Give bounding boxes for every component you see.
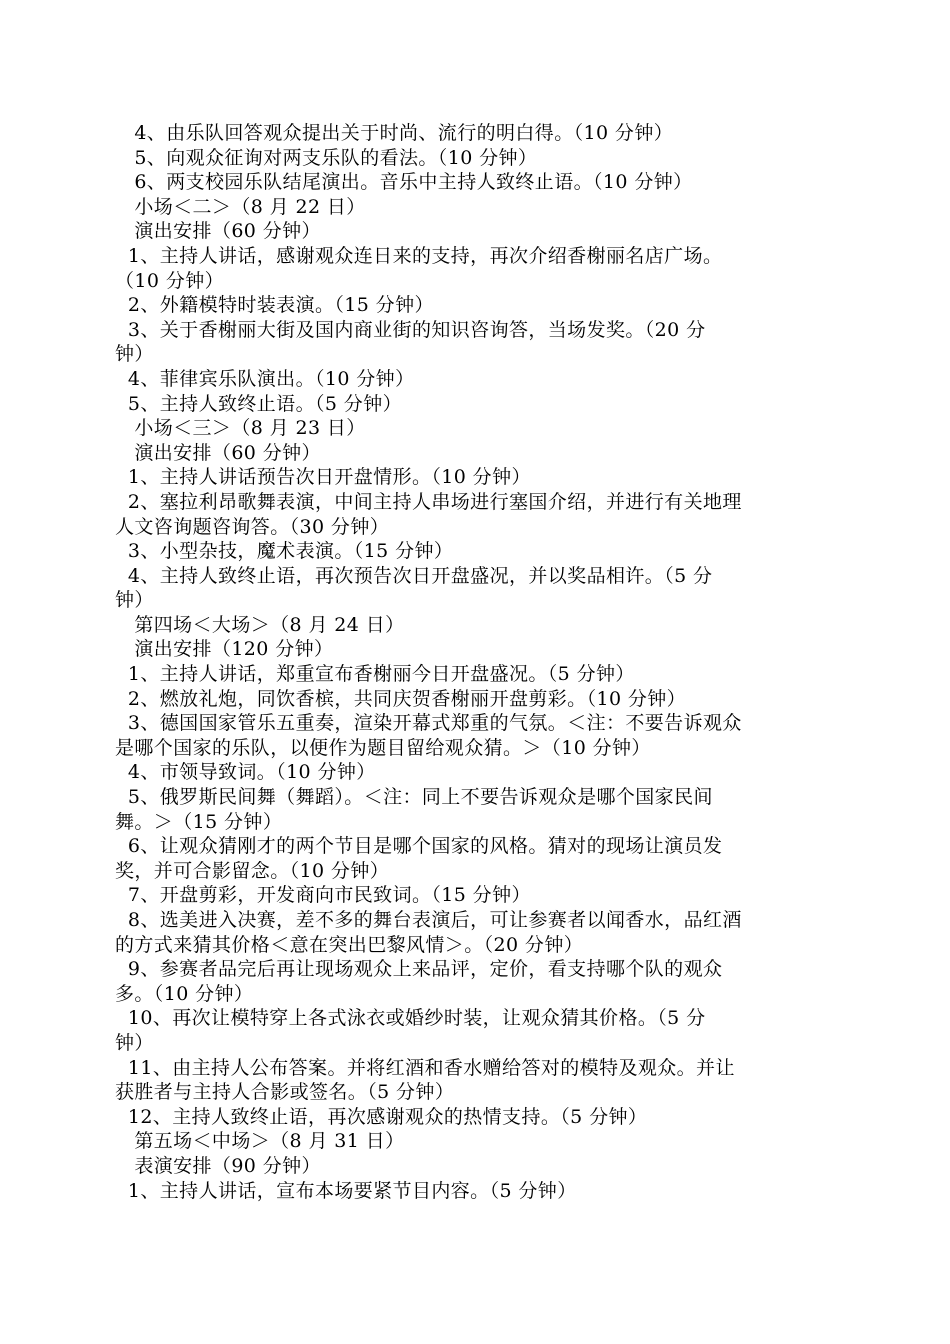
text-line: 3、德国国家管乐五重奏，渲染开幕式郑重的气氛。＜注：不要告诉观众 — [115, 712, 742, 735]
section-subheading: 表演安排（90 分钟） — [115, 1154, 321, 1177]
text-line: 1、主持人讲话预告次日开盘情形。（10 分钟） — [115, 466, 531, 489]
text-line: 是哪个国家的乐队，以便作为题目留给观众猜。＞（10 分钟） — [115, 736, 651, 759]
text-line: 10、再次让模特穿上各式泳衣或婚纱时装，让观众猜其价格。（5 分 — [115, 1007, 706, 1030]
text-line: 2、塞拉利昂歌舞表演，中间主持人串场进行塞国介绍，并进行有关地理 — [115, 490, 742, 513]
text-line: 2、外籍模特时装表演。（15 分钟） — [115, 294, 434, 317]
text-line: 人文咨询题咨询答。（30 分钟） — [115, 515, 390, 538]
section-subheading: 演出安排（60 分钟） — [115, 220, 321, 243]
text-line: 奖，并可合影留念。（10 分钟） — [115, 859, 390, 882]
text-line: 6、两支校园乐队结尾演出。音乐中主持人致终止语。（10 分钟） — [115, 171, 693, 194]
text-line: 2、燃放礼炮，同饮香槟，共同庆贺香榭丽开盘剪彩。（10 分钟） — [115, 687, 687, 710]
section-heading: 小场＜二＞（8 月 22 日） — [115, 195, 366, 218]
section-subheading: 演出安排（60 分钟） — [115, 441, 321, 464]
text-line: 6、让观众猜刚才的两个节目是哪个国家的风格。猜对的现场让演员发 — [115, 835, 723, 858]
section-heading: 第四场＜大场＞（8 月 24 日） — [115, 613, 405, 636]
text-line: 钟） — [115, 343, 154, 366]
document-body — [115, 121, 837, 1203]
text-line: 1、主持人讲话，感谢观众连日来的支持，再次介绍香榭丽名店广场。 — [115, 244, 723, 267]
text-line: 9、参赛者品完后再让现场观众上来品评，定价，看支持哪个队的观众 — [115, 958, 723, 981]
text-line: 4、菲律宾乐队演出。（10 分钟） — [115, 367, 415, 390]
text-line: 4、市领导致词。（10 分钟） — [115, 761, 376, 784]
text-line: 获胜者与主持人合影或签名。（5 分钟） — [115, 1081, 455, 1104]
text-line: 11、由主持人公布答案。并将红酒和香水赠给答对的模特及观众。并让 — [115, 1056, 735, 1079]
text-line: 3、关于香榭丽大街及国内商业街的知识咨询答，当场发奖。（20 分 — [115, 318, 706, 341]
text-line: 4、主持人致终止语，再次预告次日开盘盛况，并以奖品相许。（5 分 — [115, 564, 713, 587]
text-line: （10 分钟） — [115, 269, 225, 292]
text-line: 5、主持人致终止语。（5 分钟） — [115, 392, 402, 415]
section-heading: 小场＜三＞（8 月 23 日） — [115, 417, 366, 440]
text-line: 多。（10 分钟） — [115, 982, 254, 1005]
text-line: 的方式来猜其价格＜意在突出巴黎风情＞。（20 分钟） — [115, 933, 584, 956]
text-line: 舞。＞（15 分钟） — [115, 810, 283, 833]
text-line: 1、主持人讲话，宣布本场要紧节目内容。（5 分钟） — [115, 1179, 577, 1202]
section-heading: 第五场＜中场＞（8 月 31 日） — [115, 1130, 405, 1153]
text-line: 钟） — [115, 589, 154, 612]
text-line: 3、小型杂技，魔术表演。（15 分钟） — [115, 540, 454, 563]
text-line: 5、俄罗斯民间舞（舞蹈）。＜注：同上不要告诉观众是哪个国家民间 — [115, 786, 713, 809]
text-line: 5、向观众征询对两支乐队的看法。（10 分钟） — [115, 146, 538, 169]
text-line: 1、主持人讲话，郑重宣布香榭丽今日开盘盛况。（5 分钟） — [115, 663, 635, 686]
text-line: 4、由乐队回答观众提出关于时尚、流行的明白得。（10 分钟） — [115, 122, 674, 144]
text-line: 8、选美进入决赛，差不多的舞台表演后，可让参赛者以闻香水，品红酒 — [115, 909, 742, 931]
section-subheading: 演出安排（120 分钟） — [115, 638, 334, 661]
text-line: 7、开盘剪彩，开发商向市民致词。（15 分钟） — [115, 884, 531, 907]
text-line: 12、主持人致终止语，再次感谢观众的热情支持。（5 分钟） — [115, 1105, 648, 1128]
text-line: 钟） — [115, 1031, 154, 1054]
